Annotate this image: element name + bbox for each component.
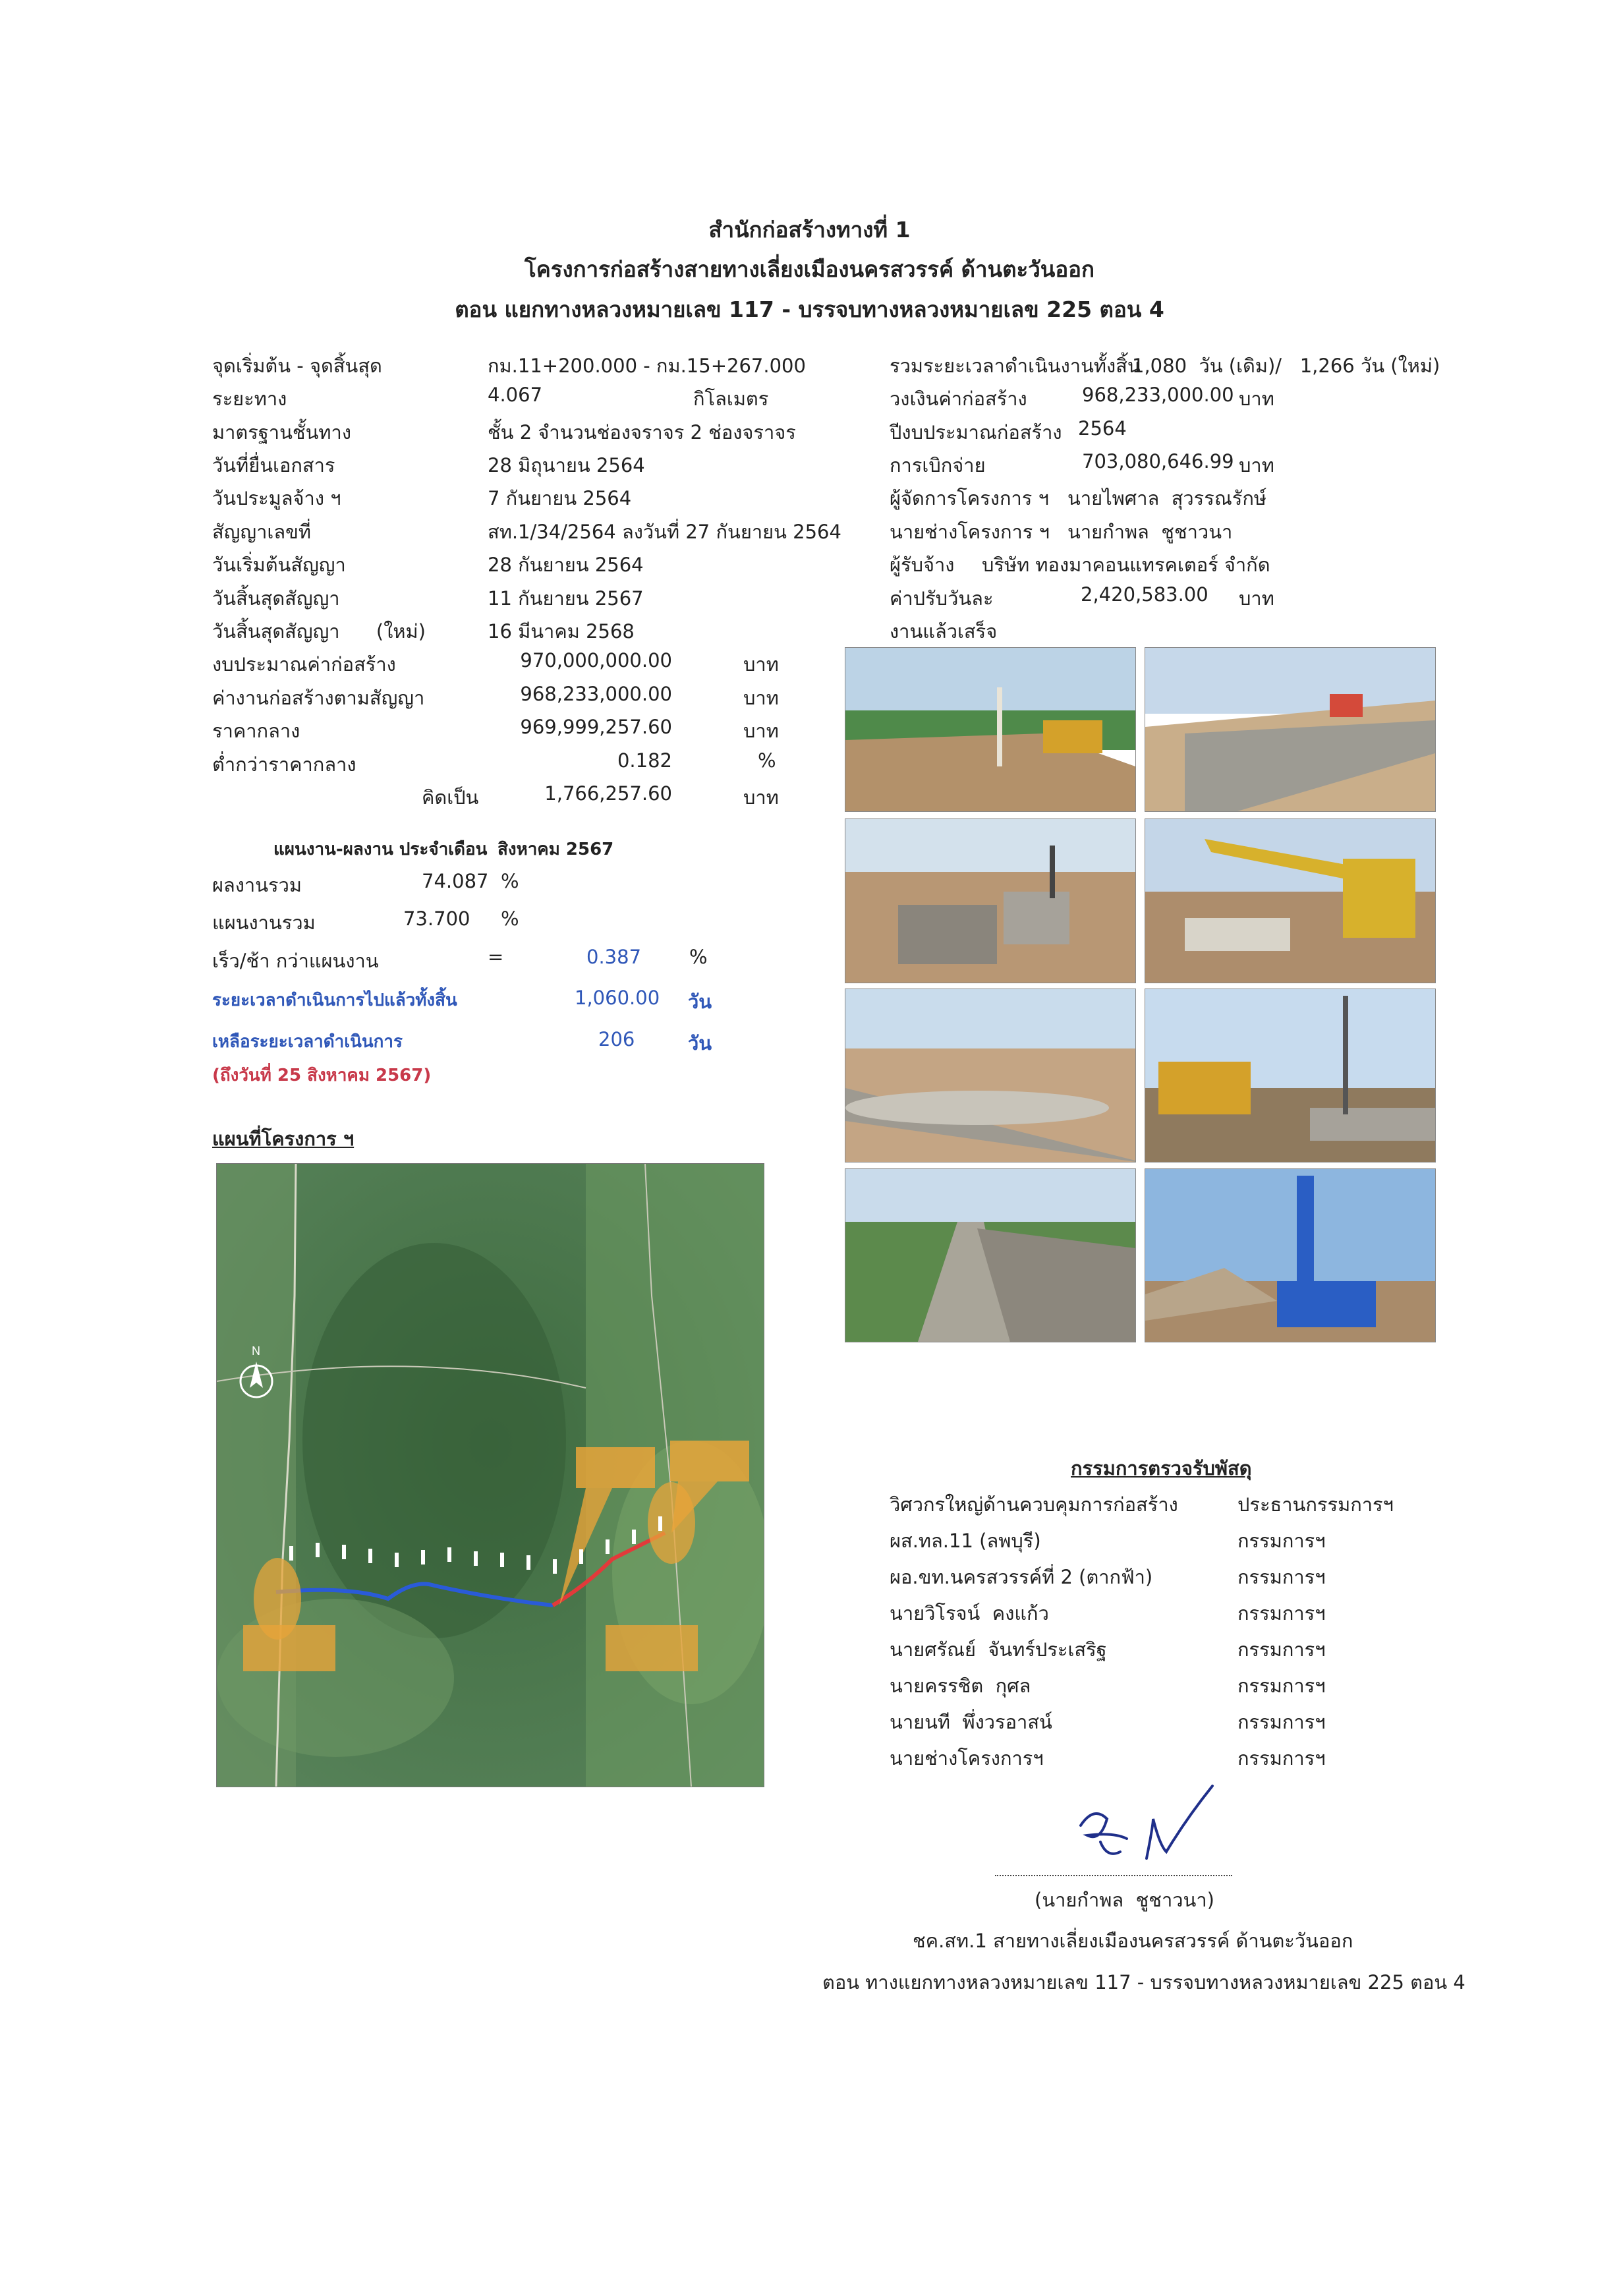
construction-photo-4 [1145, 818, 1436, 983]
info-label: สัญญาเลขที่ [212, 521, 312, 543]
info-value: 2,420,583.00 [1081, 583, 1208, 606]
committee-member: นายศรัณย์ จันทร์ประเสริฐ [890, 1638, 1107, 1661]
info-value: 968,233,000.00 [1082, 384, 1234, 406]
info-value: 16 มีนาคม 2568 [488, 620, 635, 643]
info-label: นายช่างโครงการ ฯ [890, 521, 1050, 543]
construction-photo-1 [845, 647, 1136, 812]
info-label: วันที่ยื่นเอกสาร [212, 454, 335, 476]
header-line-2: โครงการก่อสร้างสายทางเลี่ยงเมืองนครสวรรค์ ด้านตะวันออก [525, 256, 1094, 282]
committee-member: นายวิโรจน์ คงแก้ว [890, 1602, 1049, 1624]
committee-member: วิศวกรใหญ่ด้านควบคุมการก่อสร้าง [890, 1493, 1178, 1516]
info-value: 4.067 [488, 384, 543, 406]
construction-photo-7 [845, 1168, 1136, 1342]
photos-title: งานแล้วเสร็จ [890, 620, 998, 643]
info-value: 28 มิถุนายน 2564 [488, 454, 645, 476]
committee-member: ผส.ทล.11 (ลพบุรี) [890, 1530, 1041, 1552]
construction-photo-5 [845, 989, 1136, 1162]
committee-member: นายช่างโครงการฯ [890, 1747, 1044, 1769]
committee-member: นายนที พึ่งวรอาสน์ [890, 1711, 1052, 1733]
info-value: 1,080 วัน (เดิม)/ 1,266 วัน (ใหม่) [1132, 355, 1440, 377]
budget-unit: % [758, 749, 776, 772]
info-label: ระยะทาง [212, 387, 287, 410]
committee-member: ผอ.ขท.นครสวรรค์ที่ 2 (ตากฟ้า) [890, 1566, 1153, 1588]
budget-label: ต่ำกว่าราคากลาง [212, 753, 356, 776]
committee-role: กรรมการฯ [1237, 1747, 1326, 1769]
info-label: วันสิ้นสุดสัญญา (ใหม่) [212, 620, 426, 643]
info-value: กม.11+200.000 - กม.15+267.000 [488, 355, 806, 377]
committee-role: กรรมการฯ [1237, 1530, 1326, 1552]
construction-photo-6 [1145, 989, 1436, 1162]
remain-unit: วัน [688, 1032, 712, 1054]
info-unit: บาท [1239, 387, 1274, 410]
map-image [217, 1164, 764, 1787]
budget-label: งบประมาณค่าก่อสร้าง [212, 653, 396, 675]
plan-label: แผนงานรวม [212, 911, 316, 934]
diff-unit: % [689, 946, 708, 968]
info-value: นายกำพล ชูชาวนา [1067, 521, 1233, 543]
construction-photo-8 [1145, 1168, 1436, 1342]
committee-title: กรรมการตรวจรับพัสดุ [1071, 1457, 1252, 1479]
info-value: 7 กันยายน 2564 [488, 487, 632, 509]
committee-role: กรรมการฯ [1237, 1566, 1326, 1588]
elapsed-unit: วัน [688, 990, 712, 1013]
info-value: นายไพศาล สุวรรณรักษ์ [1067, 487, 1266, 509]
info-label: วันเริ่มต้นสัญญา [212, 554, 346, 576]
budget-unit: บาท [743, 786, 779, 809]
svg-text:N: N [252, 1344, 260, 1358]
committee-role: กรรมการฯ [1237, 1638, 1326, 1661]
committee-role: กรรมการฯ [1237, 1711, 1326, 1733]
info-unit: กิโลเมตร [693, 387, 769, 410]
budget-unit: บาท [743, 687, 779, 709]
signer-position: ชค.สท.1 สายทางเลี่ยงเมืองนครสวรรค์ ด้านตะวันออก [913, 1930, 1353, 1952]
as-of-date: (ถึงวันที่ 25 สิงหาคม 2567) [212, 1066, 432, 1085]
info-label: มาตรฐานชั้นทาง [212, 421, 351, 444]
progress-month: สิงหาคม 2567 [497, 840, 614, 859]
budget-label: ค่างานก่อสร้างตามสัญญา [212, 687, 425, 709]
info-value: 703,080,646.99 [1082, 450, 1234, 473]
remain-label: เหลือระยะเวลาดำเนินการ [212, 1032, 403, 1052]
info-value: ชั้น 2 จำนวนช่องจราจร 2 ช่องจราจร [488, 421, 796, 444]
handwritten-signature [1054, 1779, 1226, 1872]
actual-label: ผลงานรวม [212, 874, 302, 896]
actual-value: 74.087 [422, 870, 489, 892]
committee-role: กรรมการฯ [1237, 1675, 1326, 1697]
budget-label: คิดเป็น [422, 786, 479, 809]
info-label: ค่าปรับวันละ [890, 587, 994, 610]
info-label: ผู้จัดการโครงการ ฯ [890, 487, 1049, 509]
remain-value: 206 [598, 1028, 635, 1050]
budget-value: 969,999,257.60 [520, 716, 672, 738]
info-label: ปีงบประมาณก่อสร้าง [890, 421, 1062, 444]
actual-unit: % [501, 870, 519, 892]
info-value: 28 กันยายน 2564 [488, 554, 644, 576]
project-map [216, 1163, 764, 1787]
committee-role: กรรมการฯ [1237, 1602, 1326, 1624]
info-value: บริษัท ทองมาคอนแทรคเตอร์ จำกัด [982, 554, 1270, 576]
progress-heading: แผนงาน-ผลงาน ประจำเดือน [273, 840, 488, 859]
info-label: วันสิ้นสุดสัญญา [212, 587, 340, 610]
info-label: การเบิกจ่าย [890, 454, 986, 476]
budget-unit: บาท [743, 720, 779, 742]
signature-line [995, 1875, 1232, 1876]
budget-unit: บาท [743, 653, 779, 675]
diff-value: 0.387 [586, 946, 642, 968]
info-label: จุดเริ่มต้น - จุดสิ้นสุด [212, 355, 382, 377]
budget-label: ราคากลาง [212, 720, 300, 742]
elapsed-label: ระยะเวลาดำเนินการไปแล้วทั้งสิ้น [212, 990, 457, 1010]
map-title: แผนที่โครงการ ฯ [212, 1128, 355, 1150]
diff-label: เร็ว/ช้า กว่าแผนงาน [212, 950, 379, 972]
info-label: วงเงินค่าก่อสร้าง [890, 387, 1027, 410]
construction-photo-3 [845, 818, 1136, 983]
budget-value: 970,000,000.00 [520, 649, 672, 672]
info-label: วันประมูลจ้าง ฯ [212, 487, 341, 509]
plan-unit: % [501, 907, 519, 930]
header-line-3: ตอน แยกทางหลวงหมายเลข 117 - บรรจบทางหลวงหมายเลข 225 ตอน 4 [455, 297, 1164, 322]
budget-value: 968,233,000.00 [520, 683, 672, 705]
signer-name: (นายกำพล ชูชาวนา) [1035, 1889, 1214, 1911]
info-label: ผู้รับจ้าง [890, 554, 955, 576]
budget-value: 0.182 [617, 749, 672, 772]
header-line-1: สำนักก่อสร้างทางที่ 1 [708, 217, 911, 243]
signer-section: ตอน ทางแยกทางหลวงหมายเลข 117 - บรรจบทางหลวงหมายเลข 225 ตอน 4 [822, 1971, 1465, 1994]
info-unit: บาท [1239, 454, 1274, 476]
info-value: 2564 [1078, 417, 1127, 440]
elapsed-value: 1,060.00 [575, 987, 660, 1009]
committee-role: ประธานกรรมการฯ [1237, 1493, 1394, 1516]
plan-value: 73.700 [403, 907, 470, 930]
info-unit: บาท [1239, 587, 1274, 610]
info-label: รวมระยะเวลาดำเนินงานทั้งสิ้น [890, 355, 1141, 377]
construction-photo-2 [1145, 647, 1436, 812]
info-value: สท.1/34/2564 ลงวันที่ 27 กันยายน 2564 [488, 521, 841, 543]
committee-member: นายครรชิต กุศล [890, 1675, 1031, 1697]
diff-eq: = [488, 946, 504, 968]
budget-value: 1,766,257.60 [544, 782, 672, 805]
info-value: 11 กันยายน 2567 [488, 587, 644, 610]
